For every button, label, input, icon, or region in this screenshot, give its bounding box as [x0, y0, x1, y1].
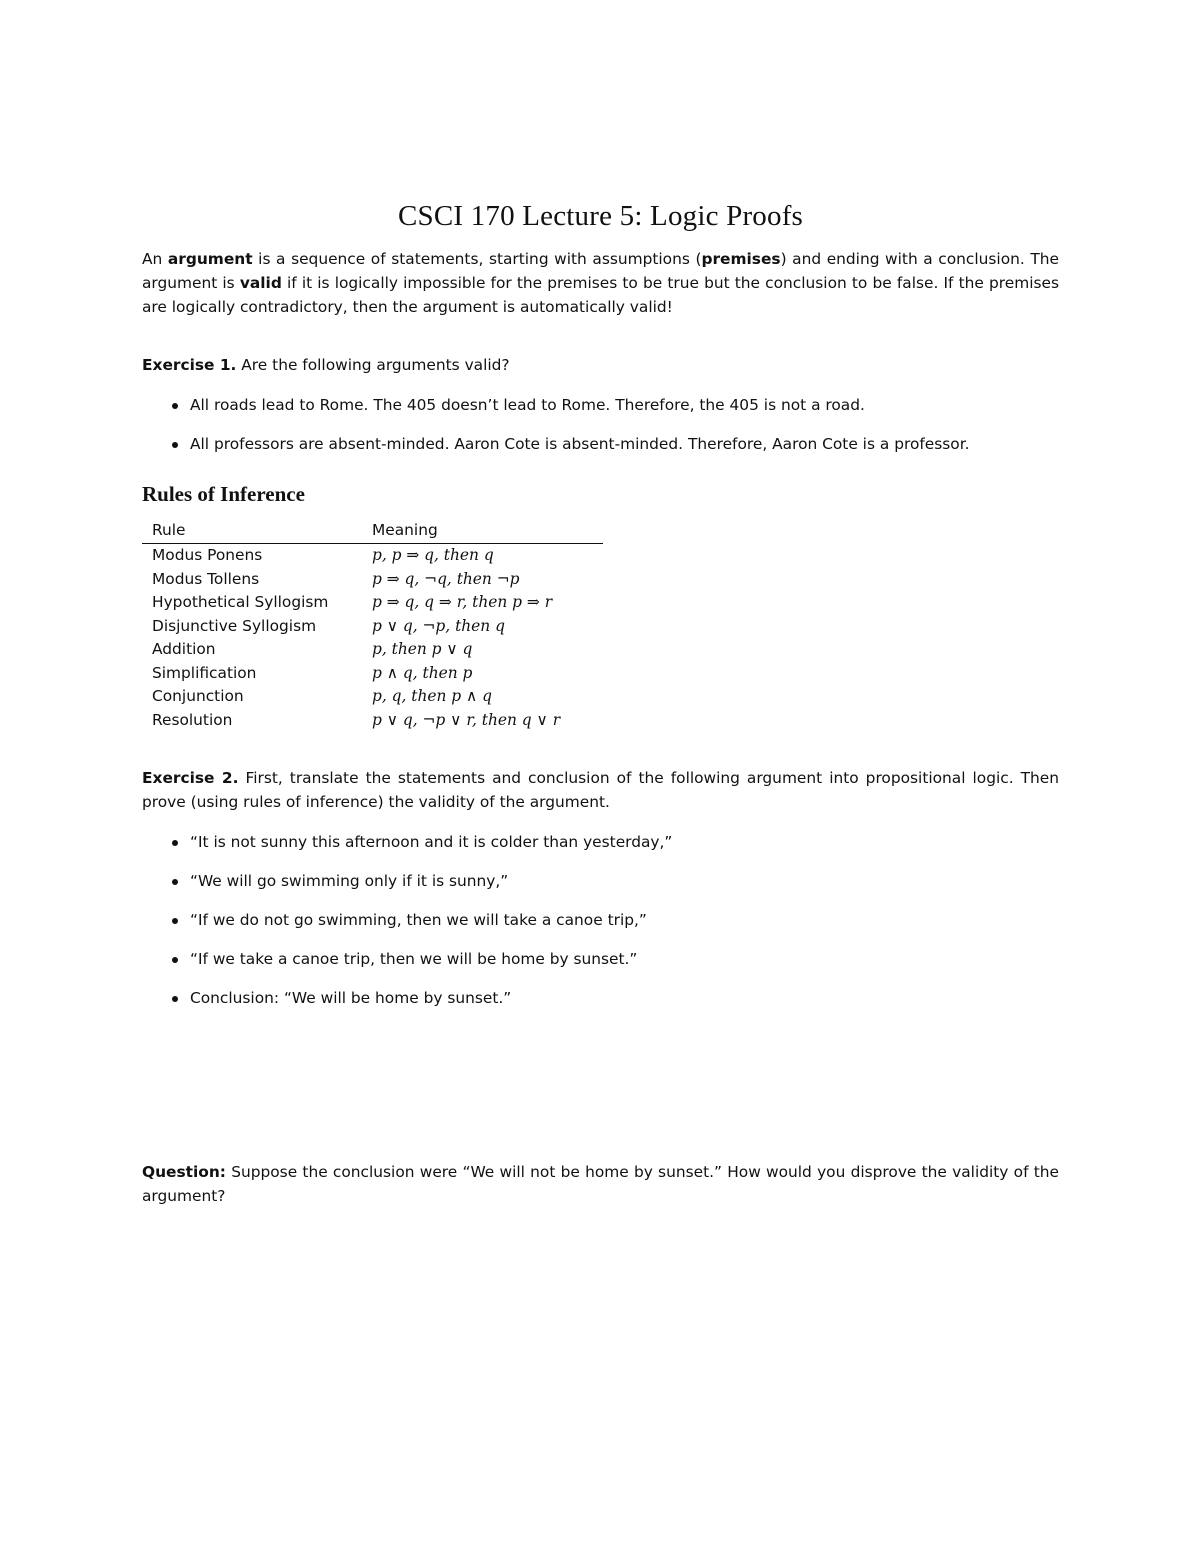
intro-text-4: if it is logically impossible for the premises to be true but the conclusion to be false. If the premises are logically contradictory, then the argument is automatically valid!: [142, 274, 1060, 316]
bullet-icon: [172, 996, 178, 1002]
question-label: Question:: [142, 1163, 226, 1181]
bullet-icon: [172, 879, 178, 885]
rule-cell: Hypothetical Syllogism: [152, 593, 329, 611]
table-row: [142, 709, 603, 733]
meaning-cell: p ∨ q, ¬p, then q: [372, 616, 505, 635]
table-row: [142, 591, 603, 615]
list-item: [142, 393, 1059, 417]
question-text: Suppose the conclusion were “We will not be home by sunset.” How would you disprove the validity of the argument?: [142, 1163, 1059, 1205]
list-item: [142, 947, 1059, 971]
list-item-text: “If we take a canoe trip, then we will be home by sunset.”: [190, 950, 638, 968]
table-header-row: [142, 519, 603, 544]
list-item-text: “We will go swimming only if it is sunny,”: [190, 872, 509, 890]
list-item-text: All professors are absent-minded. Aaron Cote is absent-minded. Therefore, Aaron Cote is a professor.: [190, 435, 970, 453]
meaning-cell: p ⇒ q, ¬q, then ¬p: [372, 569, 520, 588]
exercise-2-label: Exercise 2.: [142, 769, 239, 787]
list-item: [142, 830, 1059, 854]
meaning-cell: p, q, then p ∧ q: [372, 687, 493, 705]
rule-cell: Disjunctive Syllogism: [152, 616, 317, 635]
column-header-rule: Rule: [142, 519, 362, 544]
meaning-cell: p, p ⇒ q, then q: [372, 546, 494, 564]
table-row: [142, 638, 603, 662]
page-title: CSCI 170 Lecture 5: Logic Proofs: [397, 200, 804, 232]
rule-cell: Modus Ponens: [152, 546, 263, 564]
bullet-icon: [172, 442, 178, 448]
list-item: [142, 986, 1059, 1010]
meaning-cell: p ∨ q, ¬p ∨ r, then q ∨ r: [372, 710, 561, 729]
table-row: [142, 615, 603, 639]
list-item-text: “If we do not go swimming, then we will take a canoe trip,”: [190, 911, 647, 929]
question-paragraph: [142, 1160, 1059, 1208]
list-item: [142, 432, 1059, 456]
exercise-2-prompt: [142, 766, 1059, 814]
meaning-cell: p ∧ q, then p: [372, 663, 473, 682]
bullet-icon: [172, 957, 178, 963]
meaning-cell: p, then p ∨ q: [372, 640, 473, 658]
section-heading-rules: Rules of Inference: [142, 482, 305, 506]
intro-text-3: ) and ending with a conclusion. The argument is: [142, 250, 1059, 292]
term-argument: argument: [167, 250, 253, 268]
list-item: [142, 908, 1059, 932]
rule-cell: Simplification: [152, 663, 257, 682]
term-premises: premises: [701, 250, 781, 268]
bullet-icon: [172, 403, 178, 409]
list-item-text: “It is not sunny this afternoon and it is colder than yesterday,”: [190, 833, 673, 851]
table-row: [142, 568, 603, 592]
column-header-meaning: Meaning: [362, 519, 603, 544]
intro-text-2: is a sequence of statements, starting with assumptions (: [252, 250, 702, 268]
rule-cell: Conjunction: [152, 687, 244, 705]
meaning-cell: p ⇒ q, q ⇒ r, then p ⇒ r: [372, 593, 553, 611]
rule-cell: Resolution: [152, 710, 233, 729]
bullet-icon: [172, 918, 178, 924]
exercise-1-prompt: [142, 353, 1059, 377]
rule-cell: Addition: [152, 640, 216, 658]
list-item: [142, 869, 1059, 893]
rules-table: [142, 519, 603, 732]
table-row: [142, 685, 603, 709]
intro-paragraph: [142, 247, 1059, 319]
exercise-2-text: First, translate the statements and conclusion of the following argument into propositional logic. Then prove (using rules of inference) the validity of the argument.: [142, 769, 1059, 811]
intro-text-1: An: [142, 250, 168, 268]
bullet-icon: [172, 840, 178, 846]
exercise-1-label: Exercise 1.: [142, 356, 237, 374]
list-item-text: Conclusion: “We will be home by sunset.”: [190, 989, 512, 1007]
term-valid: valid: [239, 274, 282, 292]
exercise-1-text: Are the following arguments valid?: [236, 356, 510, 374]
table-row: [142, 662, 603, 686]
exercise-2-list: [142, 830, 1059, 1010]
list-item-text: All roads lead to Rome. The 405 doesn’t lead to Rome. Therefore, the 405 is not a road.: [190, 396, 865, 414]
document-page: [142, 200, 1059, 1208]
table-row: [142, 544, 603, 568]
rule-cell: Modus Tollens: [152, 569, 260, 588]
exercise-1-list: [142, 393, 1059, 456]
